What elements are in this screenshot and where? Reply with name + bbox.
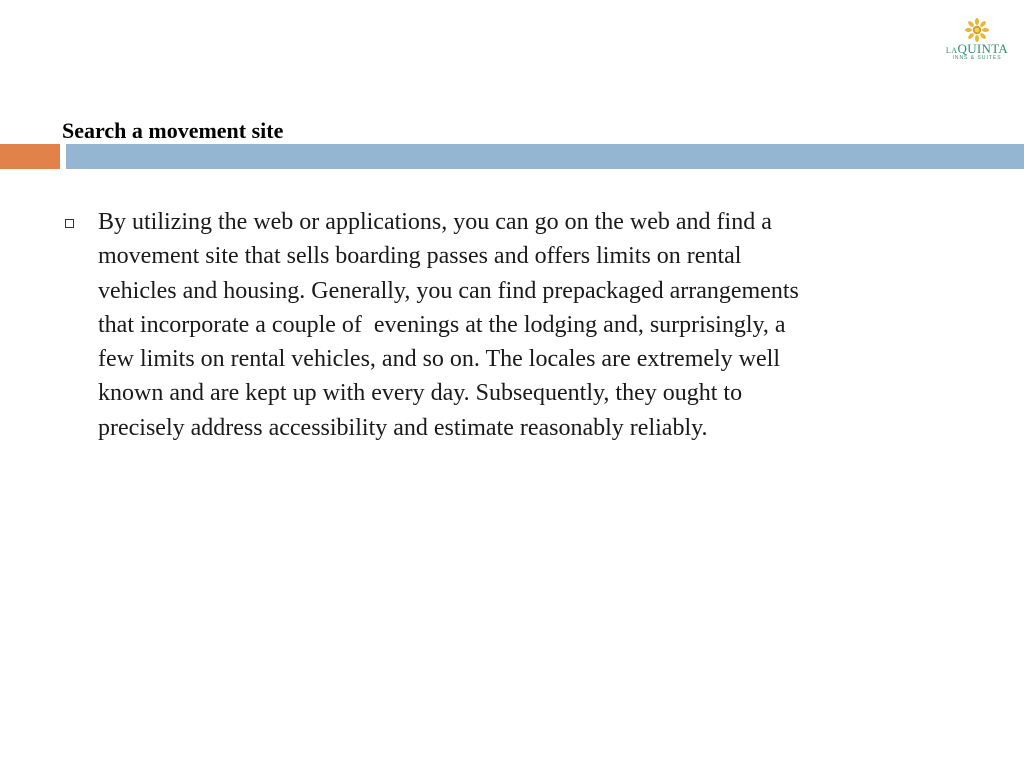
title-underline-bar (66, 144, 1024, 169)
bullet-text-line: precisely address accessibility and estimate reasonably reliably. (98, 414, 708, 441)
bullet-text-line: By utilizing the web or applications, you can go on the web and find a (98, 209, 772, 235)
logo-la-text: LA (945, 46, 958, 55)
bullet-item (62, 205, 952, 445)
laquinta-logo (938, 18, 1016, 66)
bullet-text-line: movement site that sells boarding passes and offers limits on rental (98, 243, 742, 270)
sun-icon (965, 18, 989, 42)
slide-title: Search a movement site (62, 118, 284, 143)
bullet-text-line: that incorporate a couple of evenings at the lodging and, surprisingly, a (98, 311, 786, 338)
logo-subtitle: INNS & SUITES (952, 55, 1002, 61)
logo-quinta-text: QUINTA (957, 41, 1009, 56)
bullet-text-line: vehicles and housing. Generally, you can find prepackaged arrangements (98, 277, 799, 304)
bullet-text-line: known and are kept up with every day. Subsequently, they ought to (98, 380, 743, 407)
bullet-text-line: few limits on rental vehicles, and so on. The locales are extremely well (98, 346, 780, 373)
bullet-list (62, 205, 952, 445)
title-accent-bar (0, 144, 60, 169)
square-bullet-icon (65, 219, 74, 228)
